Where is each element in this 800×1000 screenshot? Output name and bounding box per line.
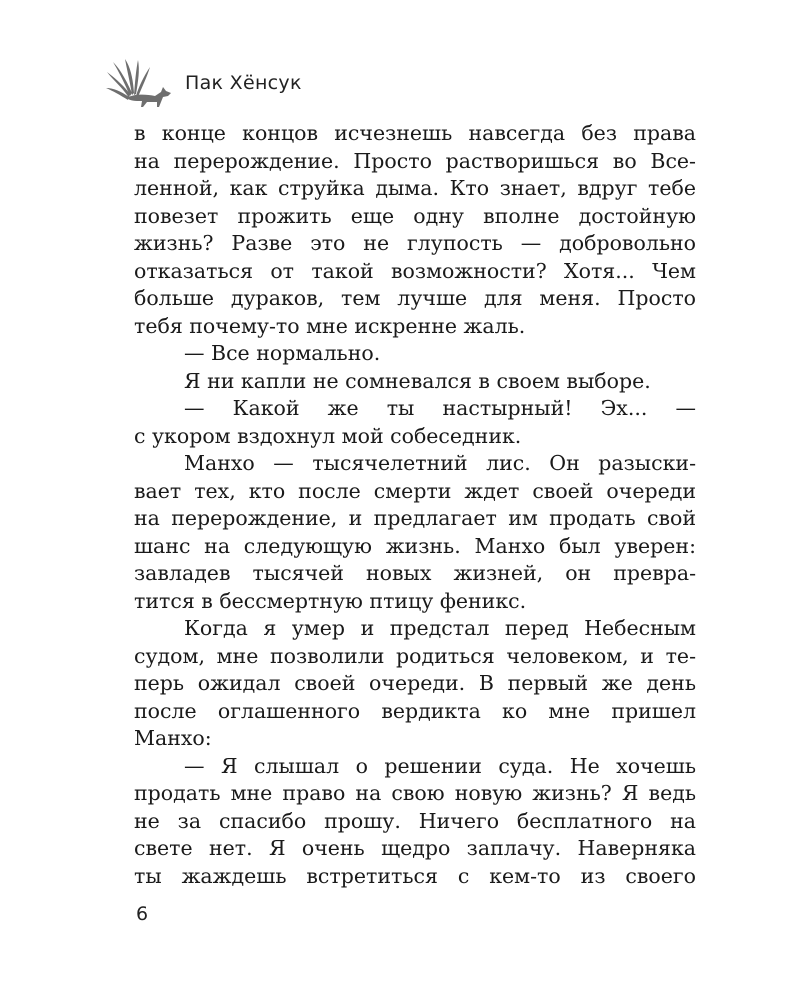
body-text — [134, 120, 696, 890]
text-line: судом, мне позволили родиться человеком, и те- — [134, 643, 696, 668]
text-line: свете нет. Я очень щедро заплачу. Наверняка — [134, 836, 696, 860]
text-line: повезет прожить еще одну вполне достойную — [134, 203, 696, 228]
text-line: — Какой же ты настырный! Эх... — — [184, 396, 696, 420]
text-line: с укором вздохнул мой собеседник. — [134, 423, 522, 448]
text-line: шанс на следующую жизнь. Манхо был уверен: — [134, 533, 696, 558]
author-name: Пак Хёнсук — [185, 72, 302, 94]
text-line: тебя почему-то мне искренне жаль. — [134, 313, 526, 338]
text-line: — Все нормально. — [184, 341, 381, 365]
text-line: отказаться от такой возможности? Хотя... Чем — [134, 258, 696, 283]
running-header — [105, 58, 302, 108]
text-line: после оглашенного вердикта ко мне пришел — [134, 698, 696, 723]
text-line: завладев тысячей новых жизней, он превра- — [134, 561, 696, 585]
text-line: вает тех, кто после смерти ждет своей очереди — [134, 478, 696, 503]
text-line: — Я слышал о решении суда. Не хочешь — [184, 753, 696, 778]
text-line: Когда я умер и предстал перед Небесным — [184, 616, 696, 640]
text-line: ленной, как струйка дыма. Кто знает, вдруг тебе — [134, 176, 696, 200]
text-line: Манхо: — [134, 726, 212, 750]
text-line: на перерождение. Просто растворишься во Все- — [134, 148, 696, 173]
text-line: в конце концов исчезнешь навсегда без права — [134, 121, 696, 145]
text-line: тится в бессмертную птицу феникс. — [134, 588, 527, 613]
text-line: продать мне право на свою новую жизнь? Я ведь — [134, 781, 696, 805]
text-line: не за спасибо прошу. Ничего бесплатного на — [134, 808, 696, 833]
text-line: перь ожидал своей очереди. В первый же день — [134, 671, 696, 695]
text-line: жизнь? Разве это не глупость — добровольно — [134, 231, 696, 255]
text-line: больше дураков, тем лучше для меня. Просто — [134, 286, 696, 310]
text-line: на перерождение, и предлагает им продать свой — [134, 506, 696, 530]
text-line: ты жаждешь встретиться с кем-то из своего — [134, 863, 696, 888]
text-line: Манхо — тысячелетний лис. Он разыски- — [184, 451, 696, 475]
fox-icon — [105, 58, 177, 108]
text-line: Я ни капли не сомневался в своем выборе. — [184, 368, 651, 393]
page-number: 6 — [136, 903, 149, 925]
